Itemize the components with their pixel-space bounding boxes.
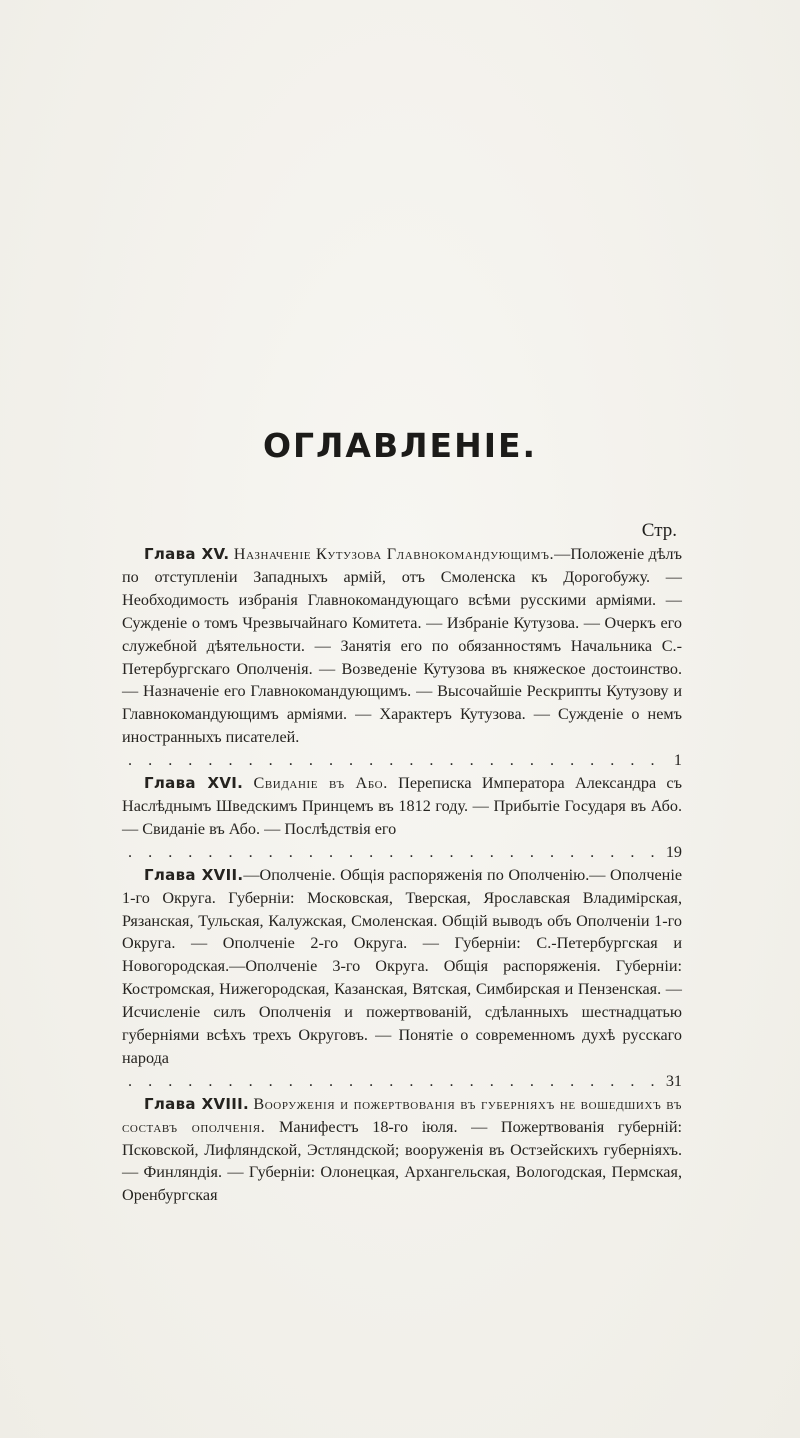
dot-leader bbox=[122, 749, 654, 772]
chapter-title: Свиданіе въ Або. bbox=[253, 774, 388, 793]
page-number: 19 bbox=[665, 842, 682, 861]
page-number: 1 bbox=[673, 751, 682, 770]
leader-line bbox=[122, 1070, 682, 1093]
page-title: ОГЛАВЛЕНІЕ. bbox=[262, 426, 538, 465]
chapter-label: Глава XVIII. bbox=[144, 1094, 250, 1113]
table-of-contents bbox=[122, 543, 682, 1207]
toc-entry-chapter-16 bbox=[122, 772, 682, 864]
chapter-label: Глава XV. bbox=[144, 545, 230, 563]
leader-line bbox=[122, 749, 682, 772]
chapter-summary: Переписка Императора Александра съ Наслѣднымъ Шведскимъ Принцемъ въ 1812 году. — Прибытіе Государя въ Або. — Свиданіе въ Або. — Послѣдствія его bbox=[122, 774, 682, 838]
dot-leader bbox=[122, 1070, 654, 1093]
chapter-title: Вооруженія и пожертвованія въ губерніяхъ не вошедшихъ въ составъ ополченія. bbox=[122, 1094, 683, 1136]
dot-leader bbox=[122, 841, 654, 864]
toc-entry-chapter-15 bbox=[122, 543, 682, 772]
chapter-summary: Манифестъ 18-го іюля. — Пожертвованія губерній: Псковской, Лифляндской, Эстляндской; вооруженія въ Остзейскихъ губерніяхъ. — Финляндія. — Губерніи: Олонецкая, Архангельская, Вологодская, Пермская, Оренбургская bbox=[122, 1117, 682, 1205]
leader-line bbox=[122, 841, 682, 864]
chapter-summary: Общія распоряженія по Ополченію.— Ополченіе 1-го Округа. Губерніи: Московская, Тверская, Ярославская Владимірская, Рязанская, Тульская, Калужская, Смоленская. Общій выводъ объ Ополченіи 1-го Округа. — Ополченіе 2-го Округа. — Губерніи: С.-Петербургская и Новогородская.—Ополченіе 3-го Округа. Общія распоряженія. Губерніи: Костромская, Нижегородская, Казанская, Вятская, Симбирская и Пензенская. — Исчисленіе силъ Ополченія и пожертвованій, сдѣланныхъ шестнадцатью губерніями всѣхъ трехъ Округовъ. — Понятіе о современномъ духѣ русскаго народа bbox=[122, 865, 683, 1067]
toc-entry-chapter-18 bbox=[122, 1093, 682, 1208]
chapter-title: —Ополченіе. bbox=[243, 865, 336, 884]
toc-entry-chapter-17 bbox=[122, 864, 682, 1093]
chapter-summary: —Положеніе дѣлъ по отступленіи Западныхъ армій, отъ Смоленска къ Дорогобужу. — Необходимость избранія Главнокомандующаго всѣми русскими арміями. — Сужденіе о томъ Чрезвычайнаго Комитета. — Избраніе Кутузова. — Очеркъ его служебной дѣятельности. — Занятія его по обязанностямъ Начальника С.-Петербургскаго Ополченія. — Возведеніе Кутузова въ княжеское достоинство. — Назначеніе его Главнокомандующимъ. — Высочайшіе Рескрипты Кутузову и Главнокомандующимъ арміями. — Характеръ Кутузова. — Сужденіе о немъ иностранныхъ писателей. bbox=[122, 545, 682, 747]
chapter-label: Глава XVII. bbox=[144, 865, 244, 884]
chapter-label: Глава XVI. bbox=[144, 774, 244, 793]
page-number: 31 bbox=[665, 1071, 682, 1090]
chapter-title: Назначеніе Кутузова Главнокомандующимъ. bbox=[233, 545, 555, 563]
page-column-label: Стр. bbox=[641, 520, 677, 541]
